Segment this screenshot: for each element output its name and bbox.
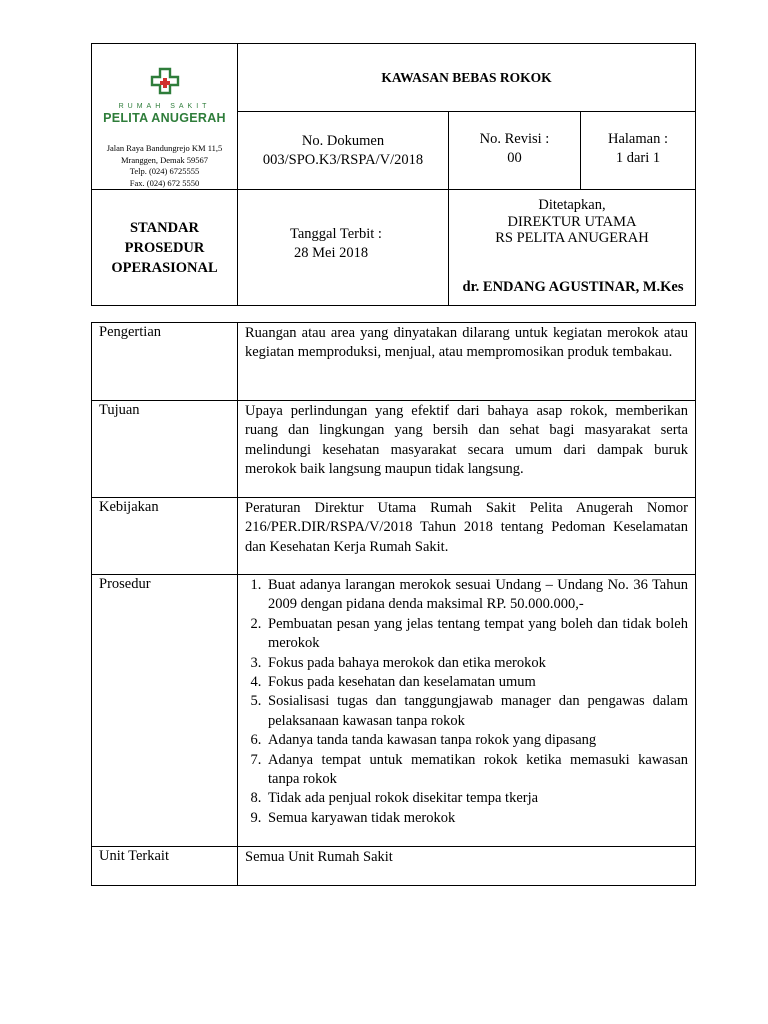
list-item: 1. Buat adanya larangan merokok sesuai Undang – Undang No. 36 Tahun 2009 dengan pidana denda maksimal RP. 50.000.000,- — [265, 576, 688, 615]
definition-text: Ruangan atau area yang dinyatakan dilarang untuk kegiatan merokok atau kegiatan memproduksi, menjual, atau mempromosikan produk tembakau. — [238, 323, 696, 401]
purpose-text: Upaya perlindungan yang efektif dari bahaya asap rokok, memberikan ruang dan lingkungan yang bersih dan sehat bagi masyarakat serta melindungi kesehatan masyarakat secara umum dari dampak buruk merokok baik langsung maupun tidak langsung. — [238, 401, 696, 498]
document-number-value: 003/SPO.K3/RSPA/V/2018 — [262, 151, 424, 168]
list-item: 5. Sosialisasi tugas dan tanggungjawab manager dan pengawas dalam pelaksanaan kawasan tanpa rokok — [265, 692, 688, 731]
table-row — [92, 401, 696, 498]
hospital-cross-icon — [149, 66, 181, 96]
document-number-label: No. Dokumen — [301, 132, 385, 149]
approval-line: Ditetapkan, — [538, 197, 606, 213]
list-item: 4. Fokus pada kesehatan dan keselamatan umum — [265, 673, 688, 692]
document-number-cell — [238, 112, 449, 190]
issue-date-label: Tanggal Terbit : — [290, 225, 382, 242]
spo-cell — [92, 190, 238, 306]
table-row — [92, 847, 696, 886]
table-row — [92, 575, 696, 847]
page-value: 1 dari 1 — [615, 150, 661, 166]
row-label: Kebijakan — [92, 498, 238, 575]
header-table — [91, 43, 696, 306]
policy-text: Peraturan Direktur Utama Rumah Sakit Pelita Anugerah Nomor 216/PER.DIR/RSPA/V/2018 Tahun 2018 tentang Pedoman Keselamatan dan Kesehatan Kerja Rumah Sakit. — [238, 498, 696, 575]
list-item: 9. Semua karyawan tidak merokok — [265, 809, 688, 828]
hospital-address — [92, 125, 237, 189]
issue-date-cell — [238, 190, 449, 306]
approval-line: DIREKTUR UTAMA — [507, 213, 637, 230]
row-label: Tujuan — [92, 401, 238, 498]
approval-cell — [449, 190, 696, 306]
revision-label: No. Revisi : — [479, 131, 550, 147]
page-label: Halaman : — [608, 131, 668, 147]
phone-line: Telp. (024) 6725555 — [129, 166, 200, 176]
hospital-logo — [92, 44, 237, 125]
address-line: Jalan Raya Bandungrejo KM 11,5 — [106, 143, 223, 153]
spo-line: STANDAR — [129, 219, 200, 236]
address-line: Mranggen, Demak 59567 — [120, 154, 209, 165]
procedure-cell — [238, 575, 696, 847]
table-row — [92, 323, 696, 401]
list-item: 6. Adanya tanda tanda kawasan tanpa rokok yang dipasang — [265, 731, 688, 750]
issue-date-value: 28 Mei 2018 — [294, 244, 369, 261]
table-row — [92, 498, 696, 575]
related-unit-text: Semua Unit Rumah Sakit — [238, 847, 696, 886]
list-item: 7. Adanya tempat untuk mematikan rokok ketika memasuki kawasan tanpa rokok — [265, 751, 688, 790]
page-cell — [581, 112, 696, 190]
list-item: 3. Fokus pada bahaya merokok dan etika merokok — [265, 654, 688, 673]
approval-line: RS PELITA ANUGERAH — [495, 230, 649, 246]
document-title: KAWASAN BEBAS ROKOK — [238, 44, 696, 112]
revision-value: 00 — [507, 150, 522, 166]
row-label: Prosedur — [92, 575, 238, 847]
logo-line-1: RUMAH SAKIT — [118, 103, 211, 110]
fax-line: Fax. (024) 672 5550 — [129, 177, 200, 188]
procedure-table — [91, 322, 696, 886]
procedure-list — [245, 576, 688, 828]
revision-cell — [449, 112, 581, 190]
spo-line: OPERASIONAL — [111, 259, 218, 276]
spo-line: PROSEDUR — [124, 239, 205, 256]
logo-line-2: PELITA ANUGERAH — [103, 111, 226, 125]
signer-name: dr. ENDANG AGUSTINAR, M.Kes — [462, 278, 684, 295]
list-item: 2. Pembuatan pesan yang jelas tentang tempat yang boleh dan tidak boleh merokok — [265, 615, 688, 654]
row-label: Unit Terkait — [92, 847, 238, 886]
list-item: 8. Tidak ada penjual rokok disekitar tempa tkerja — [265, 789, 688, 808]
logo-address-cell — [92, 44, 238, 190]
row-label: Pengertian — [92, 323, 238, 401]
